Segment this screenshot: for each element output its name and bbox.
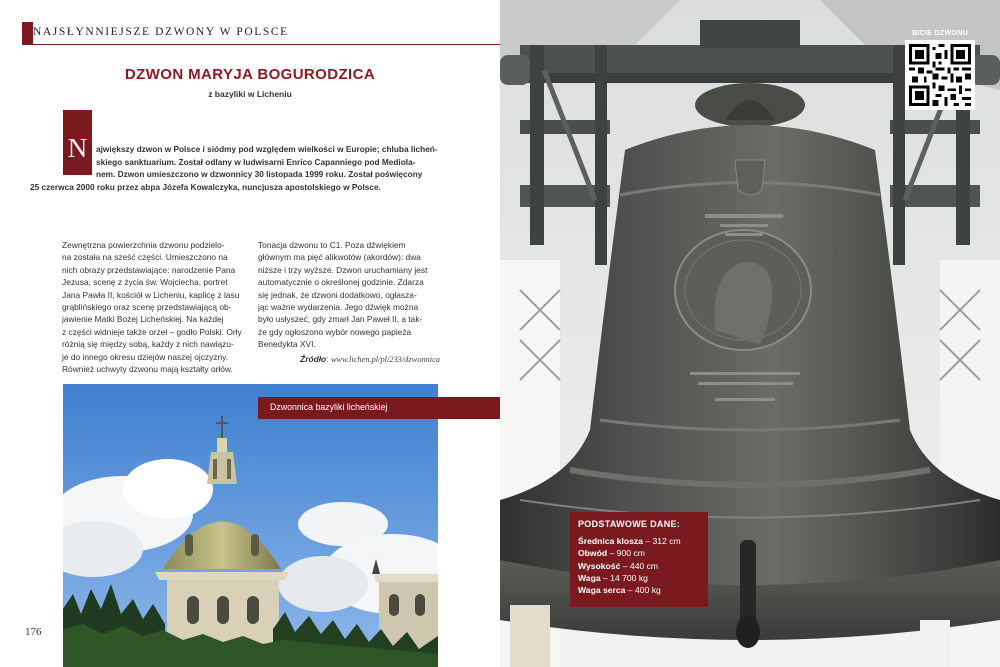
article-title: DZWON MARYJA BOGURODZICA: [124, 66, 376, 83]
lead-line: nem. Dzwon umieszczono w dzwonnicy 30 listopada 1999 roku. Został poświęcony: [96, 169, 423, 180]
body-line: nich obrazy przedstawiające: narodzenie Pana: [62, 264, 236, 275]
lead-line: 25 czerwca 2000 roku przez abpa Józefa Kowalczyka, nuncjusza apostolskiego w Polsce.: [30, 181, 381, 192]
data-value: – 312 cm: [642, 536, 681, 546]
body-line: różnią się między sobą, każdy z nich nawiązu-: [62, 339, 234, 350]
qr-label: BICIE DZWONU: [912, 28, 968, 37]
source-link[interactable]: www.lichen.pl/pl/233/dzwonnica: [330, 355, 440, 364]
body-line: z części widnieje także orzeł – godło Polski. Orły: [62, 326, 242, 337]
lead-line: ajwiększy dzwon w Polsce i siódmy pod względem wielkości w Europie; chluba licheń-: [96, 144, 438, 154]
photo-caption-bar: [258, 397, 500, 419]
header-accent-bar: [22, 22, 33, 44]
source-label: Źródło: [300, 354, 327, 364]
running-head: NAJSŁYNNIEJSZE DZWONY W POLSCE: [33, 26, 289, 38]
data-row: [578, 535, 700, 547]
body-column-left: [62, 239, 244, 375]
data-row: [578, 560, 700, 572]
bell-data-box: [570, 512, 708, 607]
body-line: jawienie Matki Bożej Licheńskiej. Na każdej: [62, 314, 224, 325]
lead-paragraph: [30, 143, 442, 193]
data-label: Wysokość: [578, 560, 621, 571]
body-line: Benedykta XVI.: [258, 339, 316, 350]
dropcap-letter: N: [67, 133, 88, 163]
qr-code[interactable]: [905, 40, 975, 110]
body-line: było usłyszeć, gdy zmarł Jan Paweł II, a tak-: [258, 314, 423, 325]
data-value: – 400 kg: [625, 585, 661, 596]
data-box-title: PODSTAWOWE DANE:: [578, 519, 681, 529]
body-line: grąblińskiego oraz scenę przedstawiającą ob-: [62, 302, 232, 313]
body-line: Jezusa, scenę z życia św. Wojciecha, portret: [62, 277, 228, 288]
data-value: – 440 cm: [620, 560, 659, 571]
data-row: [578, 572, 700, 584]
page-number: 176: [25, 626, 42, 638]
data-row: [578, 584, 700, 596]
body-line: automatycznie o określonej godzinie. Zdarza: [258, 277, 424, 288]
body-line: Tonacja dzwonu to C1. Poza dźwiękiem: [258, 240, 406, 250]
data-label: Średnica klosza: [578, 536, 643, 546]
data-label: Waga serca: [578, 585, 626, 596]
source-note: Źródło: www.lichen.pl/pl/233/dzwonnica: [300, 354, 440, 364]
body-line: Również uchwyty dzwonu mają kształty orłów.: [62, 364, 233, 375]
body-line: głównym ma pięć alikwotów (akordów): dwa: [258, 252, 421, 263]
data-label: Waga: [578, 572, 601, 583]
article-subtitle: z bazyliki w Licheniu: [208, 89, 292, 99]
body-line: się jednak, że dzwoni dodatkowo, ogłasza-: [258, 289, 417, 300]
belfry-photo: [63, 384, 438, 667]
body-line: niższe i trzy wyższe. Dzwon uruchamiany jest: [258, 264, 428, 275]
body-line: Zewnętrzna powierzchnia dzwonu podzielo-: [62, 240, 225, 250]
data-value: – 14 700 kg: [600, 572, 648, 583]
data-value: – 900 cm: [607, 548, 645, 559]
photo-caption: Dzwonnica bazyliki licheńskiej: [270, 402, 388, 412]
qr-icon: [909, 44, 971, 106]
body-line: je do innego okresu dziejów naszej ojczyzny.: [62, 351, 229, 362]
body-line: Jana Pawła II, kościół w Licheniu, kaplicę z lasu: [62, 289, 240, 300]
lead-line: skiego sanktuarium. Został odlany w ludwisarni Enrico Capanniego pod Mediola-: [96, 156, 416, 167]
header-rule: [22, 44, 500, 45]
data-label: Obwód: [578, 548, 608, 559]
data-row: [578, 547, 700, 559]
body-line: że gdy ogłoszono wybór nowego papieża: [258, 326, 412, 337]
body-line: jąc ważne wydarzenia. Jego dźwięk można: [258, 302, 419, 313]
body-column-right: [258, 239, 440, 351]
body-line: na została na sześć części. Umieszczono na: [62, 252, 228, 263]
